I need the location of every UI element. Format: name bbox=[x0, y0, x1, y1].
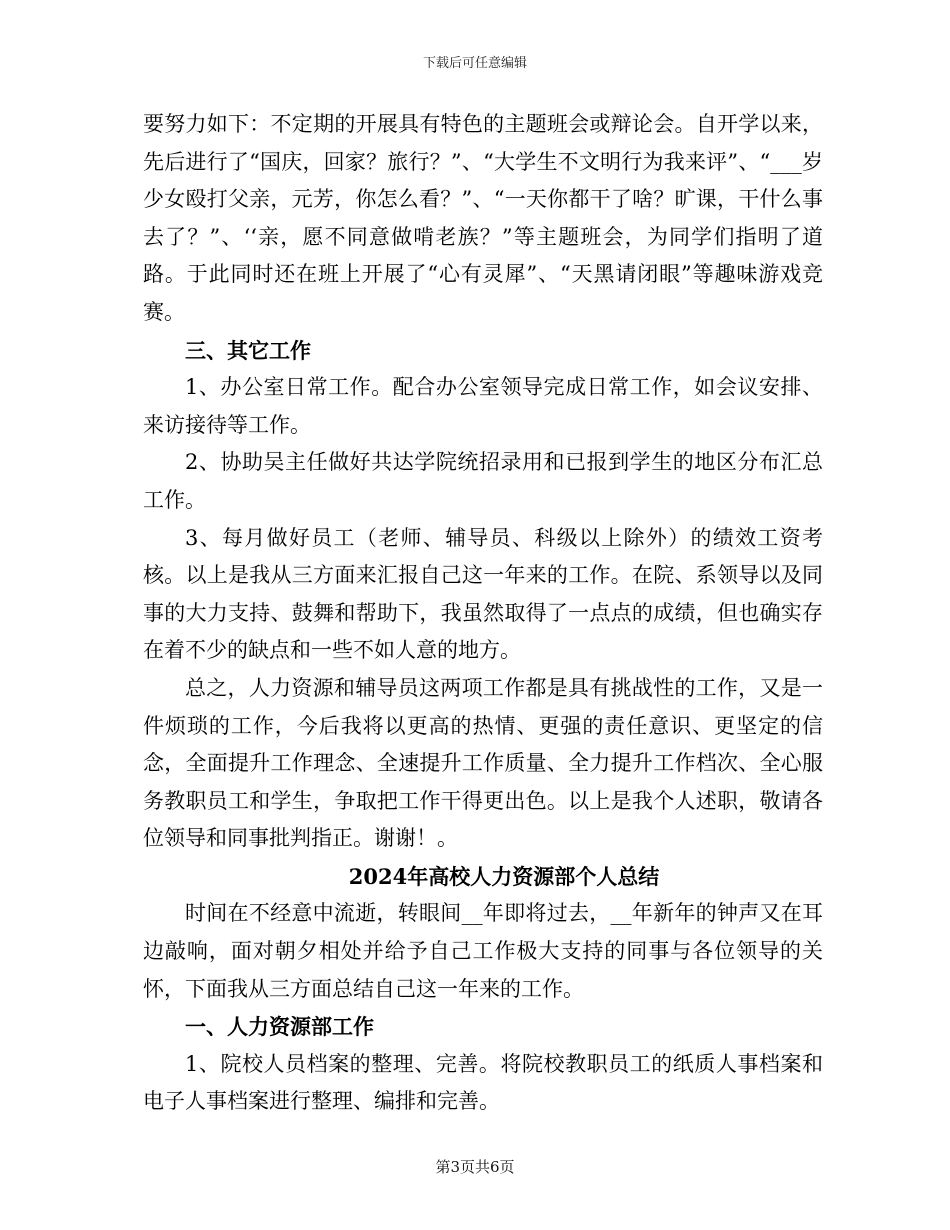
paragraph-archives: 1、院校人员档案的整理、完善。将院校教职员工的纸质人事档案和电子人事档案进行整理、编排和完善。 bbox=[143, 1051, 823, 1114]
paragraph-recruitment: 2、协助吴主任做好共达学院统招录用和已报到学生的地区分布汇总工作。 bbox=[143, 450, 823, 512]
section-heading-other-work: 三、其它工作 bbox=[185, 337, 311, 363]
section-heading-hr-work: 一、人力资源部工作 bbox=[185, 1014, 374, 1040]
document-title: 2024年高校人力资源部个人总结 bbox=[348, 863, 660, 889]
paragraph-intro: 时间在不经意中流逝，转眼间__年即将过去，__年新年的钟声又在耳边敲响，面对朝夕相处并给予自己工作极大支持的同事与各位领导的关怀，下面我从三方面总结自己这一年来的工作。 bbox=[143, 901, 823, 1001]
paragraph-summary: 总之，人力资源和辅导员这两项工作都是具有挑战性的工作，又是一件烦琐的工作，今后我将以更高的热情、更强的责任意识、更坚定的信念，全面提升工作理念、全速提升工作质量、全力提升工作档次、全心服务教职员工和学生，争取把工作干得更出色。以上是我个人述职，敬请各位领导和同事批判指正。谢谢！。 bbox=[143, 675, 823, 851]
document-body bbox=[143, 106, 823, 1121]
paragraph-performance: 3、每月做好员工（老师、辅导员、科级以上除外）的绩效工资考核。以上是我从三方面来汇报自己这一年来的工作。在院、系领导以及同事的大力支持、鼓舞和帮助下，我虽然取得了一点点的成绩，但也确实存在着不少的缺点和一些不如人意的地方。 bbox=[143, 525, 823, 663]
page-number: 第3页共6页 bbox=[435, 1158, 515, 1176]
paragraph-office-work: 1、办公室日常工作。配合办公室领导完成日常工作，如会议安排、来访接待等工作。 bbox=[143, 375, 823, 437]
page-header-note: 下载后可任意编辑 bbox=[422, 56, 527, 71]
paragraph-class-meetings: 要努力如下：不定期的开展具有特色的主题班会或辩论会。自开学以来，先后进行了“国庆，回家？旅行？”、“大学生不文明行为我来评”、“___岁少女殴打父亲，元芳，你怎么看？”、“一天你都干了啥？旷课，干什么事去了？”、‘‘亲，愿不同意做啃老族？”等主题班会，为同学们指明了道路。于此同时还在班上开展了“心有灵犀”、“天黑请闭眼”等趣味游戏竞赛。 bbox=[143, 112, 823, 324]
